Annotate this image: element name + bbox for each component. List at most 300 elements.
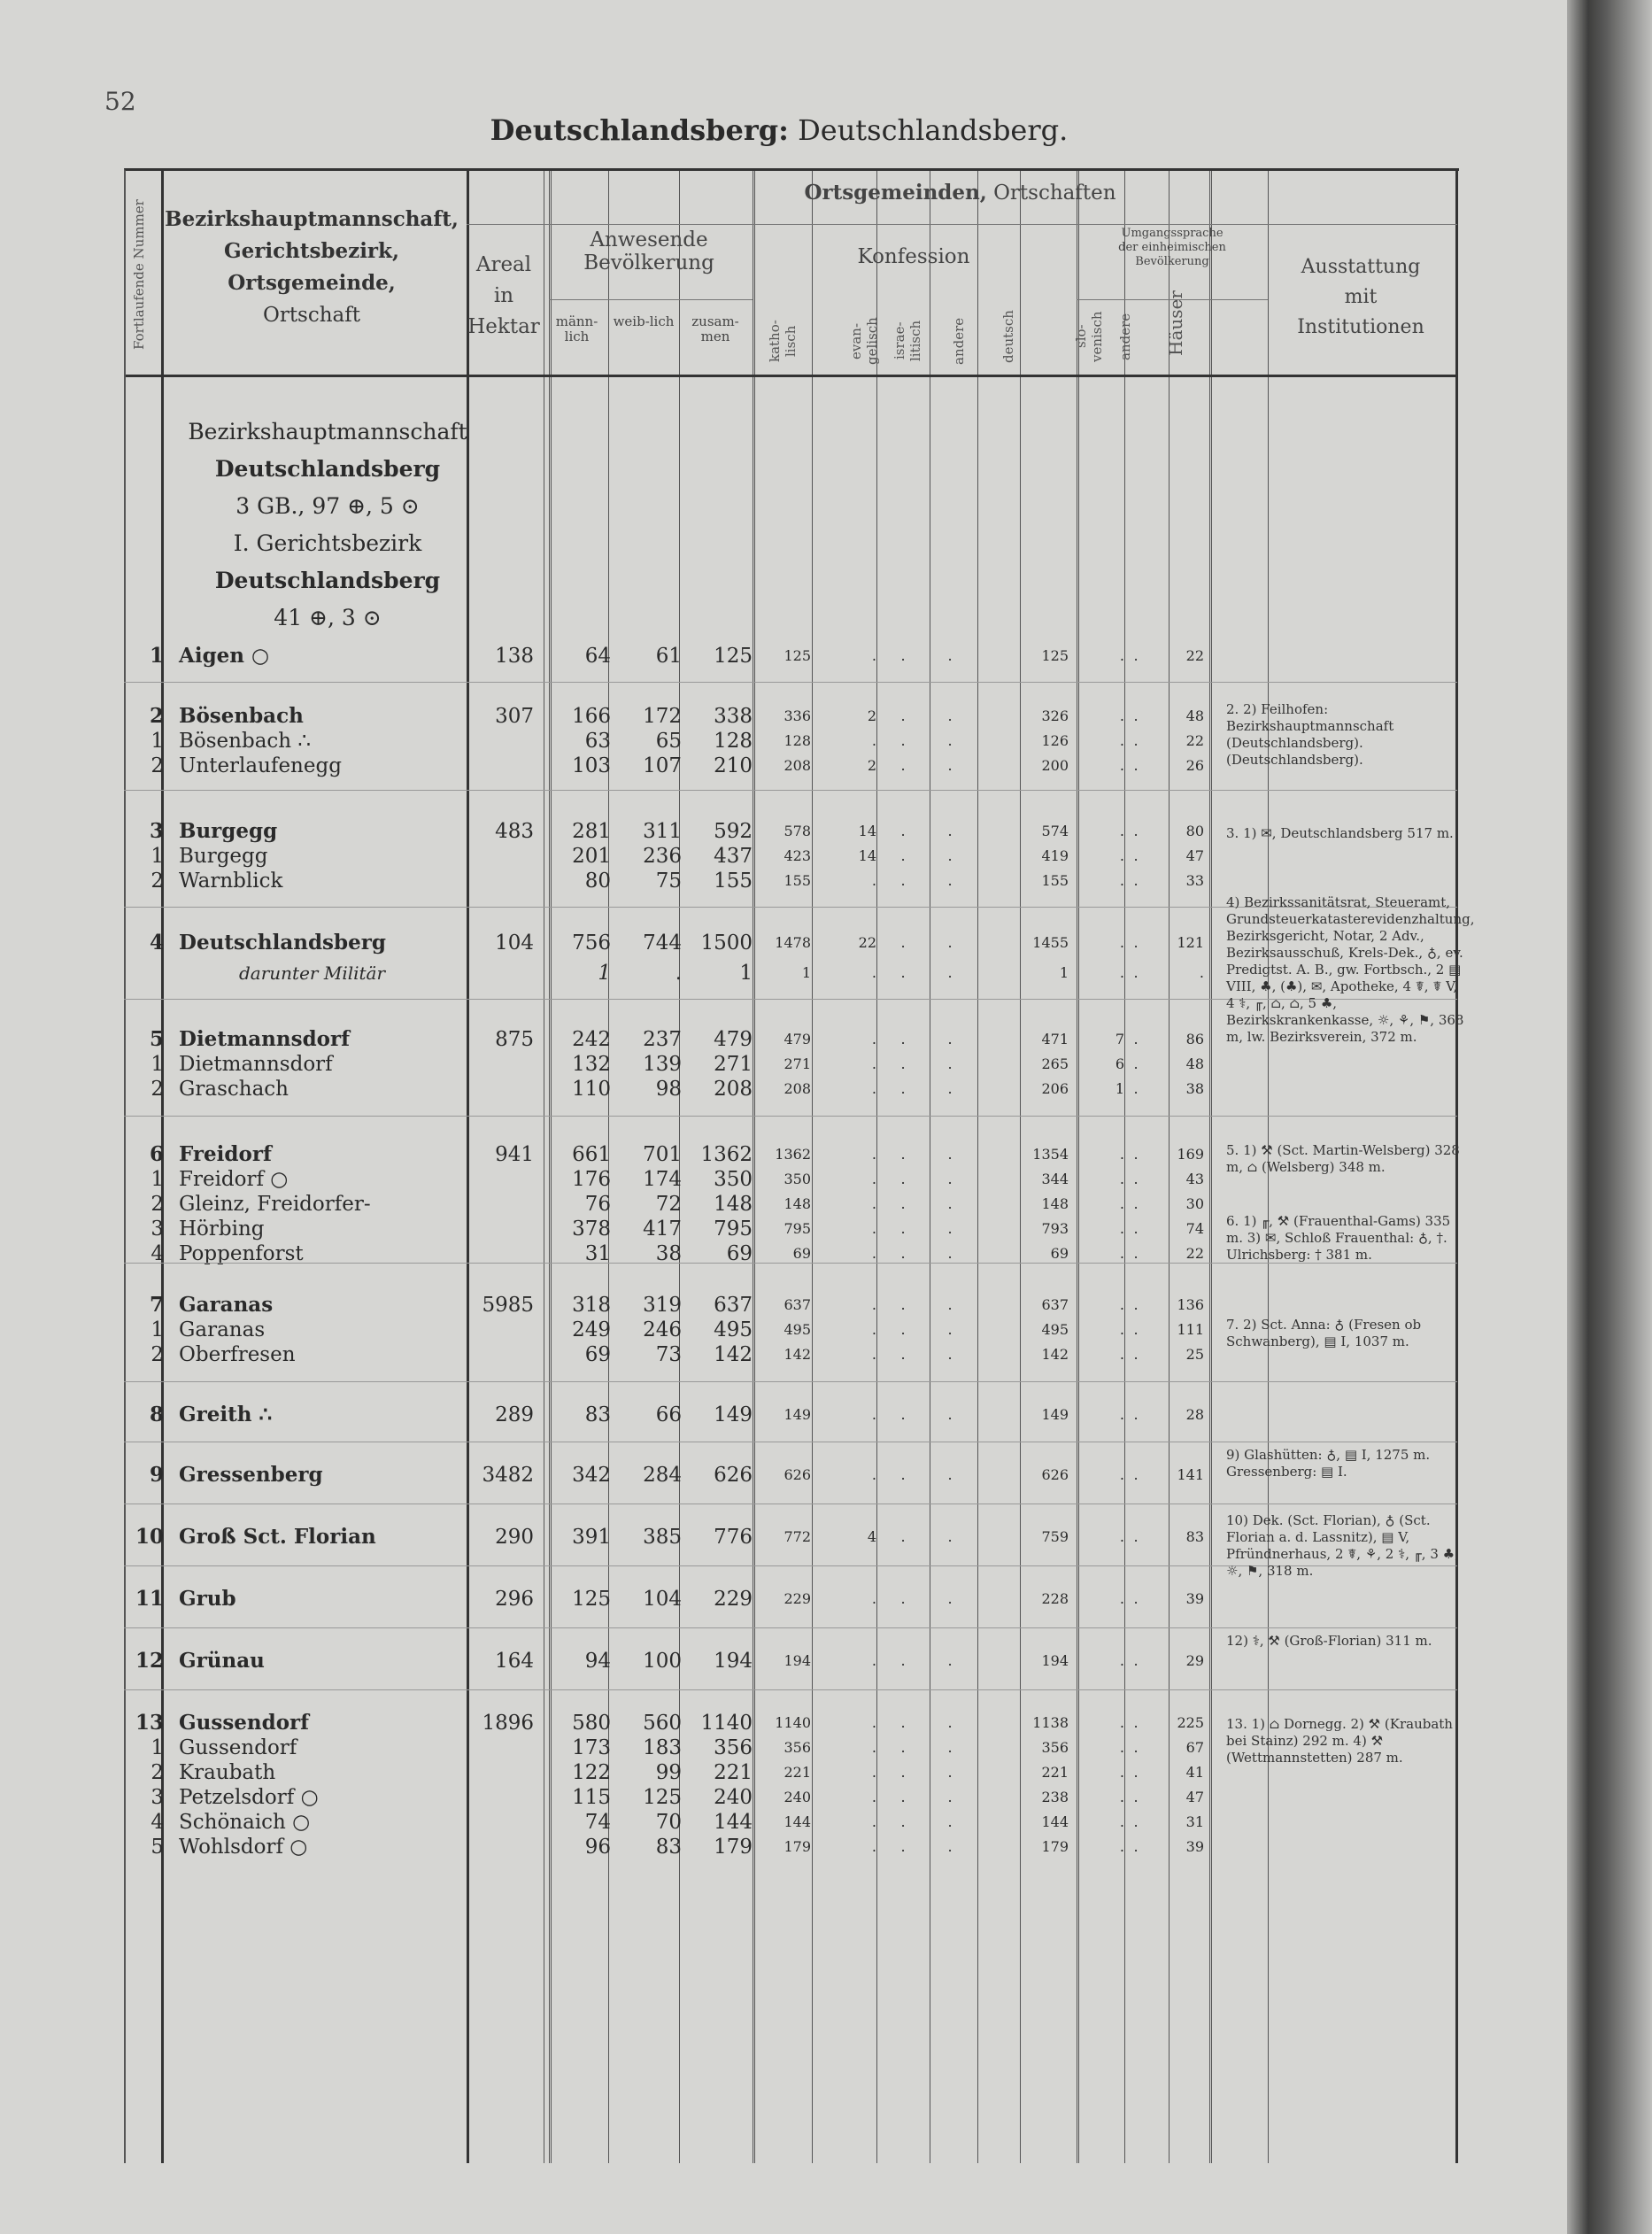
cell-isr: .	[900, 1466, 906, 1483]
cell-m: 391	[572, 1526, 611, 1549]
cell-z: 437	[714, 845, 753, 868]
row-name: Petzelsdorf ○	[179, 1786, 319, 1809]
cell-ev: .	[871, 964, 876, 981]
cell-w: 744	[643, 931, 682, 955]
cell-h: 33	[1185, 872, 1204, 889]
cell-asp: .	[1133, 934, 1139, 951]
title-district: Deutschlandsberg:	[490, 113, 789, 147]
cell-isr: .	[900, 872, 906, 889]
cell-z: 776	[714, 1526, 753, 1549]
page-edge-shadow	[1567, 0, 1652, 2234]
cell-slo: .	[1119, 1590, 1124, 1607]
cell-z: 125	[714, 645, 753, 668]
cell-ev: .	[871, 1406, 876, 1423]
cell-m: 580	[572, 1712, 611, 1735]
cell-and: .	[947, 1080, 953, 1097]
row-number: 5	[151, 1836, 164, 1859]
row-number: 1	[151, 730, 164, 753]
row-name: Aigen ○	[179, 644, 270, 668]
cell-asp: .	[1133, 707, 1139, 724]
cell-and: .	[947, 1220, 953, 1237]
cell-asp: .	[1133, 1739, 1139, 1756]
row-name: darunter Militär	[239, 962, 386, 984]
cell-areal: 290	[495, 1526, 534, 1549]
cell-slo: .	[1119, 1789, 1124, 1805]
note-6: 6. 1) ╓, ⚒ (Frauenthal-Gams) 335 m. 3) ✉, Schloß Frauenthal: ♁, †. Ulrichsberg: † 381 m.	[1226, 1213, 1451, 1263]
cell-z: 271	[714, 1053, 753, 1076]
cell-m: 83	[584, 1403, 611, 1426]
row-number: 13	[135, 1711, 164, 1735]
cell-h: 41	[1185, 1764, 1204, 1781]
cell-m: 96	[584, 1836, 611, 1859]
row-name: Grub	[179, 1587, 236, 1611]
cell-slo: .	[1119, 1764, 1124, 1781]
cell-de: 759	[1041, 1528, 1069, 1545]
cell-de: 495	[1041, 1321, 1069, 1338]
cell-asp: .	[1133, 647, 1139, 664]
cell-z: 194	[714, 1650, 753, 1673]
header-bezirk-l3: Ortsgemeinde,	[228, 271, 396, 295]
header-umgang-l2: der einheimischen	[1118, 241, 1226, 254]
cell-ev: .	[871, 1220, 876, 1237]
row-name: Grünau	[179, 1649, 265, 1673]
row-number: 8	[149, 1403, 164, 1426]
row-name: Bösenbach ∴	[179, 730, 312, 753]
cell-w: .	[675, 962, 682, 985]
cell-slo: .	[1119, 1171, 1124, 1187]
cell-m: 242	[572, 1028, 611, 1051]
cell-w: 311	[643, 820, 682, 843]
cell-w: 183	[643, 1736, 682, 1759]
cell-de: 626	[1041, 1466, 1069, 1483]
cell-and: .	[947, 647, 953, 664]
cell-asp: .	[1133, 1055, 1139, 1072]
cell-ev: .	[871, 1080, 876, 1097]
cell-de: 356	[1041, 1739, 1069, 1756]
cell-and: .	[947, 1789, 953, 1805]
header-andere: andere	[951, 317, 967, 365]
row-number: 2	[151, 1078, 164, 1101]
cell-isr: .	[900, 1739, 906, 1756]
cell-w: 61	[655, 645, 682, 668]
cell-h: 169	[1177, 1146, 1204, 1163]
cell-w: 319	[643, 1294, 682, 1317]
header-ausstattung	[1268, 252, 1454, 343]
row-name: Warnblick	[179, 870, 283, 893]
cell-isr: .	[900, 1714, 906, 1731]
row-number: 2	[151, 754, 164, 777]
cell-ev: .	[871, 1652, 876, 1669]
row-name: Garanas	[179, 1293, 274, 1317]
note-2: 2. 2) Feilhofen: Bezirkshauptmannschaft (Deutschlandsberg). (Deutschlandsberg).	[1226, 701, 1394, 768]
header-areal	[465, 250, 543, 343]
note-3: 3. 1) ✉, Deutschlandsberg 517 m.	[1226, 825, 1454, 841]
cell-isr: .	[900, 1590, 906, 1607]
intro-gb: I. Gerichtsbezirk	[233, 530, 422, 556]
cell-kath: 356	[784, 1739, 811, 1756]
cell-asp: .	[1133, 1714, 1139, 1731]
cell-asp: .	[1133, 1080, 1139, 1097]
intro-bh-name: Deutschlandsberg	[214, 456, 441, 482]
cell-z: 128	[714, 730, 753, 753]
cell-and: .	[947, 1739, 953, 1756]
separator	[124, 1116, 1457, 1117]
cell-isr: .	[900, 1171, 906, 1187]
cell-z: 148	[714, 1193, 753, 1216]
note-9: 9) Glashütten: ♁, ▤ I, 1275 m. Gressenberg: ▤ I.	[1226, 1447, 1431, 1480]
separator	[124, 682, 1457, 683]
cell-m: 132	[572, 1053, 611, 1076]
row-name: Oberfresen	[179, 1343, 296, 1366]
cell-h: 67	[1185, 1739, 1204, 1756]
cell-ev: .	[871, 1714, 876, 1731]
cell-ev: .	[871, 1031, 876, 1047]
header-slovenisch: slo-venisch	[1073, 311, 1105, 362]
cell-slo: .	[1119, 1195, 1124, 1212]
cell-z: 626	[714, 1464, 753, 1487]
cell-h: 86	[1185, 1031, 1204, 1047]
row-name: Schönaich ○	[179, 1811, 311, 1834]
cell-de: 148	[1041, 1195, 1069, 1212]
cell-and: .	[947, 1764, 953, 1781]
cell-z: 144	[714, 1811, 753, 1834]
row-name: Deutschlandsberg	[179, 931, 386, 955]
header-haeuser: Häuser	[1165, 290, 1186, 356]
cell-ev: .	[871, 1838, 876, 1855]
cell-ev: .	[871, 1739, 876, 1756]
row-name: Graschach	[179, 1078, 289, 1101]
cell-w: 174	[643, 1168, 682, 1191]
separator	[124, 1689, 1457, 1690]
cell-asp: .	[1133, 1220, 1139, 1237]
header-ortsgemeinden	[465, 182, 1455, 205]
cell-z: 350	[714, 1168, 753, 1191]
cell-w: 98	[655, 1078, 682, 1101]
row-name: Unterlaufenegg	[179, 754, 342, 777]
cell-slo: .	[1119, 732, 1124, 749]
cell-asp: .	[1133, 1245, 1139, 1262]
page-number: 52	[104, 87, 136, 116]
cell-z: 179	[714, 1836, 753, 1859]
cell-z: 795	[714, 1217, 753, 1241]
cell-de: 238	[1041, 1789, 1069, 1805]
cell-ev: .	[871, 1171, 876, 1187]
cell-kath: 626	[784, 1466, 811, 1483]
cell-m: 80	[584, 870, 611, 893]
cell-h: 43	[1185, 1171, 1204, 1187]
cell-kath: 1	[801, 964, 811, 981]
cell-ev: .	[871, 1245, 876, 1262]
cell-ev: 2	[867, 707, 876, 724]
cell-isr: .	[900, 1789, 906, 1805]
cell-de: 471	[1041, 1031, 1069, 1047]
row-number: 2	[151, 1343, 164, 1366]
cell-h: 48	[1185, 707, 1204, 724]
row-number: 7	[149, 1293, 164, 1317]
cell-w: 125	[643, 1786, 682, 1809]
cell-de: 419	[1041, 847, 1069, 864]
row-number: 6	[149, 1142, 164, 1166]
cell-asp: .	[1133, 1296, 1139, 1313]
cell-de: 149	[1041, 1406, 1069, 1423]
cell-isr: .	[900, 1406, 906, 1423]
intro-block	[164, 414, 491, 637]
cell-ev: .	[871, 1813, 876, 1830]
separator	[124, 1381, 1457, 1382]
cell-isr: .	[900, 647, 906, 664]
cell-h: 28	[1185, 1406, 1204, 1423]
cell-slo: .	[1119, 934, 1124, 951]
intro-bh: Bezirkshauptmannschaft	[188, 419, 467, 444]
note-5: 5. 1) ⚒ (Sct. Martin-Welsberg) 328 m, ⌂ (Welsberg) 348 m.	[1226, 1142, 1460, 1175]
cell-ev: .	[871, 1466, 876, 1483]
title-sub: Deutschlandsberg.	[798, 113, 1069, 147]
cell-de: 125	[1041, 647, 1069, 664]
cell-slo: .	[1119, 707, 1124, 724]
row-name: Gressenberg	[179, 1463, 323, 1487]
cell-de: 228	[1041, 1590, 1069, 1607]
cell-isr: .	[900, 707, 906, 724]
cell-and: .	[947, 707, 953, 724]
cell-kath: 479	[784, 1031, 811, 1047]
cell-h: 29	[1185, 1652, 1204, 1669]
header-ausstattung-l1: Ausstattung	[1301, 256, 1421, 278]
cell-ev: 4	[867, 1528, 876, 1545]
cell-isr: .	[900, 1528, 906, 1545]
cell-and: .	[947, 964, 953, 981]
cell-slo: .	[1119, 757, 1124, 774]
cell-slo: 6	[1115, 1055, 1124, 1072]
cell-h: 111	[1177, 1321, 1204, 1338]
cell-ev: 2	[867, 757, 876, 774]
cell-kath: 423	[784, 847, 811, 864]
cell-m: 1	[598, 962, 611, 985]
row-name: Kraubath	[179, 1761, 276, 1784]
cell-h: 141	[1177, 1466, 1204, 1483]
cell-kath: 350	[784, 1171, 811, 1187]
cell-asp: .	[1133, 1652, 1139, 1669]
cell-kath: 149	[784, 1406, 811, 1423]
cell-h: 80	[1185, 823, 1204, 839]
cell-m: 756	[572, 931, 611, 955]
header-evangelisch: evan-gelisch	[848, 317, 880, 365]
cell-h: 47	[1185, 1789, 1204, 1805]
cell-ev: .	[871, 1296, 876, 1313]
intro-gb-name: Deutschlandsberg	[214, 568, 441, 593]
row-name: Dietmannsdorf	[179, 1053, 333, 1076]
cell-h: .	[1199, 964, 1204, 981]
cell-asp: .	[1133, 823, 1139, 839]
cell-slo: 7	[1115, 1031, 1124, 1047]
cell-m: 318	[572, 1294, 611, 1317]
cell-and: .	[947, 1171, 953, 1187]
row-name: Gleinz, Freidorfer-	[179, 1193, 371, 1216]
cell-isr: .	[900, 1080, 906, 1097]
cell-ev: .	[871, 1321, 876, 1338]
cell-kath: 128	[784, 732, 811, 749]
cell-m: 201	[572, 845, 611, 868]
cell-ev: .	[871, 872, 876, 889]
row-number: 2	[149, 704, 164, 728]
cell-m: 94	[584, 1650, 611, 1673]
row-name: Freidorf ○	[179, 1168, 289, 1191]
cell-m: 76	[584, 1193, 611, 1216]
cell-ev: 22	[858, 934, 876, 951]
cell-w: 100	[643, 1650, 682, 1673]
cell-w: 417	[643, 1217, 682, 1241]
cell-asp: .	[1133, 1406, 1139, 1423]
cell-m: 166	[572, 705, 611, 728]
row-name: Hörbing	[179, 1217, 265, 1241]
cell-ev: .	[871, 1195, 876, 1212]
cell-m: 173	[572, 1736, 611, 1759]
cell-m: 110	[572, 1078, 611, 1101]
cell-asp: .	[1133, 1171, 1139, 1187]
cell-slo: .	[1119, 1528, 1124, 1545]
cell-and: .	[947, 823, 953, 839]
row-number: 3	[151, 1786, 164, 1809]
cell-and: .	[947, 847, 953, 864]
cell-kath: 1478	[775, 934, 811, 951]
cell-kath: 69	[792, 1245, 811, 1262]
cell-m: 74	[584, 1811, 611, 1834]
cell-h: 47	[1185, 847, 1204, 864]
cell-asp: .	[1133, 732, 1139, 749]
cell-de: 637	[1041, 1296, 1069, 1313]
cell-ev: .	[871, 1055, 876, 1072]
cell-m: 122	[572, 1761, 611, 1784]
cell-slo: .	[1119, 823, 1124, 839]
intro-gb-counts: 41 ⊕, 3 ⊙	[274, 605, 382, 630]
cell-isr: .	[900, 1195, 906, 1212]
cell-slo: .	[1119, 1146, 1124, 1163]
cell-de: 179	[1041, 1838, 1069, 1855]
row-number: 1	[151, 1053, 164, 1076]
row-number: 1	[151, 1318, 164, 1341]
row-name: Groß Sct. Florian	[179, 1525, 376, 1549]
header-bezirk-l4: Ortschaft	[262, 304, 361, 327]
cell-slo: .	[1119, 1245, 1124, 1262]
header-andere-sprache: andere	[1117, 313, 1133, 360]
cell-z: 495	[714, 1318, 753, 1341]
cell-slo: .	[1119, 1406, 1124, 1423]
cell-w: 104	[643, 1588, 682, 1611]
cell-slo: .	[1119, 1220, 1124, 1237]
note-12: 12) ⚕, ⚒ (Groß-Florian) 311 m.	[1226, 1633, 1432, 1649]
cell-slo: .	[1119, 647, 1124, 664]
cell-asp: .	[1133, 1590, 1139, 1607]
cell-isr: .	[900, 1055, 906, 1072]
cell-and: .	[947, 1466, 953, 1483]
cell-z: 155	[714, 870, 753, 893]
header-ausstattung-l3: Institutionen	[1297, 316, 1424, 338]
cell-de: 200	[1041, 757, 1069, 774]
cell-h: 225	[1177, 1714, 1204, 1731]
cell-and: .	[947, 757, 953, 774]
row-number: 9	[149, 1463, 164, 1487]
header-anwesende-l2: Bevölkerung	[583, 251, 714, 275]
cell-m: 249	[572, 1318, 611, 1341]
cell-kath: 208	[784, 757, 811, 774]
cell-and: .	[947, 1055, 953, 1072]
cell-areal: 5985	[482, 1294, 534, 1317]
cell-z: 69	[726, 1242, 753, 1265]
cell-and: .	[947, 1346, 953, 1363]
cell-kath: 208	[784, 1080, 811, 1097]
cell-m: 69	[584, 1343, 611, 1366]
header-anwesende-l1: Anwesende	[590, 228, 708, 251]
row-number: 11	[135, 1587, 164, 1611]
cell-de: 1354	[1032, 1146, 1069, 1163]
cell-areal: 941	[495, 1143, 534, 1166]
cell-h: 39	[1185, 1838, 1204, 1855]
cell-h: 136	[1177, 1296, 1204, 1313]
row-number: 1	[151, 845, 164, 868]
cell-and: .	[947, 1838, 953, 1855]
cell-w: 38	[655, 1242, 682, 1265]
cell-de: 194	[1041, 1652, 1069, 1669]
cell-areal: 289	[495, 1403, 534, 1426]
cell-m: 281	[572, 820, 611, 843]
cell-w: 99	[655, 1761, 682, 1784]
cell-ev: .	[871, 1346, 876, 1363]
header-umgang-l3: Bevölkerung	[1135, 255, 1209, 268]
cell-asp: .	[1133, 1466, 1139, 1483]
cell-isr: .	[900, 1764, 906, 1781]
cell-kath: 1140	[775, 1714, 811, 1731]
cell-h: 39	[1185, 1590, 1204, 1607]
cell-asp: .	[1133, 1195, 1139, 1212]
cell-kath: 637	[784, 1296, 811, 1313]
header-lfd-nr: Fortlaufende Nummer	[131, 199, 147, 350]
cell-slo: .	[1119, 1813, 1124, 1830]
intro-bh-counts: 3 GB., 97 ⊕, 5 ⊙	[235, 493, 420, 519]
cell-kath: 125	[784, 647, 811, 664]
cell-z: 592	[714, 820, 753, 843]
cell-de: 1455	[1032, 934, 1069, 951]
cell-h: 83	[1185, 1528, 1204, 1545]
row-name: Poppenforst	[179, 1242, 304, 1265]
header-umgang-l1: Umgangssprache	[1121, 227, 1224, 240]
cell-slo: .	[1119, 1346, 1124, 1363]
cell-isr: .	[900, 1245, 906, 1262]
cell-w: 284	[643, 1464, 682, 1487]
cell-slo: .	[1119, 1296, 1124, 1313]
header-israelitisch: israe-litisch	[892, 320, 923, 362]
cell-z: 208	[714, 1078, 753, 1101]
cell-asp: .	[1133, 1031, 1139, 1047]
cell-ev: 14	[858, 823, 876, 839]
cell-isr: .	[900, 1220, 906, 1237]
cell-and: .	[947, 732, 953, 749]
cell-kath: 772	[784, 1528, 811, 1545]
cell-h: 22	[1185, 1245, 1204, 1262]
cell-w: 237	[643, 1028, 682, 1051]
row-number: 3	[149, 819, 164, 843]
cell-ev: .	[871, 1590, 876, 1607]
cell-and: .	[947, 872, 953, 889]
header-bezirk	[161, 204, 462, 331]
cell-asp: .	[1133, 964, 1139, 981]
cell-isr: .	[900, 1652, 906, 1669]
cell-m: 64	[584, 645, 611, 668]
row-number: 1	[151, 1168, 164, 1191]
cell-and: .	[947, 1321, 953, 1338]
header-ortschaften: Ortschaften	[993, 182, 1116, 205]
cell-z: 142	[714, 1343, 753, 1366]
cell-w: 65	[655, 730, 682, 753]
cell-z: 1362	[700, 1143, 753, 1166]
